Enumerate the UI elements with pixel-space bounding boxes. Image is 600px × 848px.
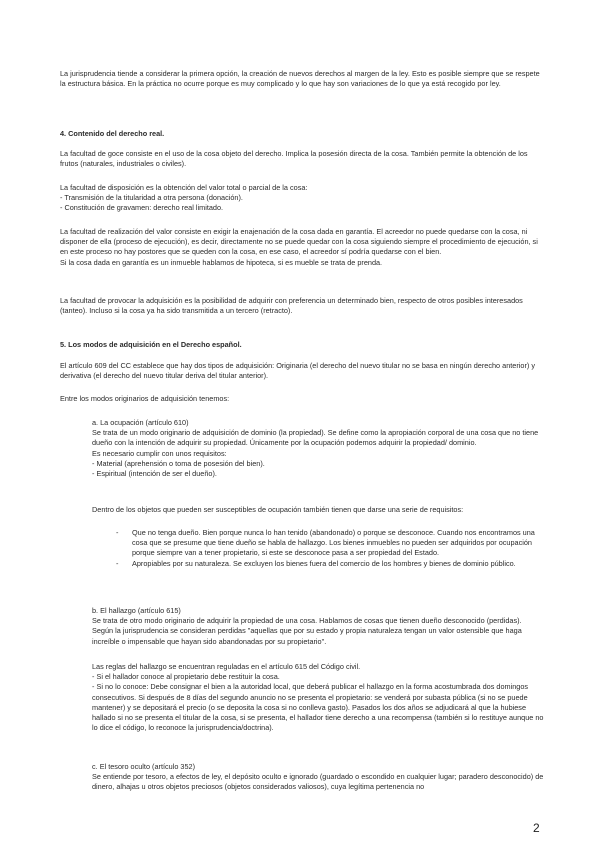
paragraph-modos-originarios: Entre los modos originarios de adquisición tenemos: <box>60 394 230 403</box>
paragraph-article-609: El artículo 609 del CC establece que hay dos tipos de adquisición: Originaria (el derecho del nuevo titular no se basa en ningún derecho anterior) y derivativa (el derecho del nuevo titular deriva del titular anterior). <box>60 361 535 381</box>
subsection-tesoro: c. El tesoro oculto (artículo 352) Se entiende por tesoro, a efectos de ley, el depósito oculto e ignorado (guardado o escondido en cualquier lugar; paradero desconocido) de dinero, alhajas u otros objetos preciosos (objetos considerados valiosos), cuya legítima pertenencia no <box>92 762 544 792</box>
section-heading-4: 4. Contenido del derecho real. <box>60 129 165 138</box>
subsection-title: c. El tesoro oculto (artículo 352) <box>92 762 196 771</box>
paragraph-disposicion: La facultad de disposición es la obtención del valor total o parcial de la cosa: - Transmisión de la titularidad a otra persona (donación). - Constitución de gravamen: derecho real limitado. <box>60 183 308 213</box>
paragraph-adquisicion: La facultad de provocar la adquisición es la posibilidad de adquirir con preferencia un determinado bien, respecto de otros posibles interesados (tanteo). Incluso si la cosa ya ha sido transmitida a un tercero (retracto). <box>60 296 523 316</box>
list-item: - Apropiables por su naturaleza. Se excluyen los bienes fuera del comercio de los hombres y bienes de dominio público. <box>116 558 516 568</box>
requirements-list <box>116 528 544 569</box>
page-number: 2 <box>533 821 540 835</box>
list-bullet: - <box>116 558 119 568</box>
subsection-title: b. El hallazgo (artículo 615) <box>92 606 181 615</box>
paragraph-jurisprudence: La jurisprudencia tiende a considerar la primera opción, la creación de nuevos derechos al margen de la ley. Esto es posible siempre que se respete la estructura básica. En la práctica no ocurre porque es muy complicado y lo que hay son variaciones de lo que ya está recogido por ley. <box>60 69 540 89</box>
paragraph-reglas-hallazgo: Las reglas del hallazgo se encuentran reguladas en el artículo 615 del Código civil. - Si el hallador conoce al propietario debe restituir la cosa. - Si no lo conoce: Debe consignar el bien a la autoridad local, que deberá publicar el hallazgo en la forma acostumbrada dos domingos consecutivos. Si después de 8 días del segundo anuncio no se presenta el propietario: se venderá por subasta pública (si no se puede mantener) y se depositará el precio (o se deposita la cosa si no conlleva gasto). Pasados los dos años se adjudicará al que la hubiese hallado si no se presenta el titular de la cosa, si se presenta, el hallador tiene derecho a una recompensa (también si lo restituye aunque no lo dice el código, lo reconoce la jurisprudencia/doctrina). <box>92 662 544 733</box>
list-bullet: - <box>116 528 119 537</box>
subsection-title: a. La ocupación (artículo 610) <box>92 418 189 427</box>
paragraph-goce: La facultad de goce consiste en el uso de la cosa objeto del derecho. Implica la posesión directa de la cosa. También permite la obtención de los frutos (naturales, industriales o civiles). <box>60 149 528 169</box>
paragraph-realizacion: La facultad de realización del valor consiste en exigir la enajenación de la cosa dada en garantía. El acreedor no puede quedarse con la cosa, ni disponer de ella (proceso de ejecución), es decir, directamente no se puede quedar con la cosa siguiendo siempre el procedimiento de ejecución, si en este proceso no hay postores que se queden con la cosa, en ese caso, el acreedor sí podría quedarse con el bien. Si la cosa dada en garantía es un inmueble hablamos de hipoteca, si es mueble se trata de prenda. <box>60 227 538 267</box>
subsection-hallazgo: b. El hallazgo (artículo 615) Se trata de otro modo originario de adquirir la propiedad de una cosa. Hablamos de cosas que tienen dueño desconocido (perdidas). Según la jurisprudencia se consideran perdidas "aquellas que por su estado y propia naturaleza tengan un valor ostensible que haga increíble o impensable que hayan sido abandonadas por su propietario". <box>92 606 544 647</box>
list-item: - Que no tenga dueño. Bien porque nunca lo han tenido (abandonado) o porque se desconoce. Cuando nos encontramos una cosa que se presume que tiene dueño se habla de hallazgo. Los bienes inmuebles no pueden ser adquiridos por ocupación porque siempre van a tener propietario, si este se desconoce pasa a ser propiedad del Estado. <box>116 528 535 558</box>
subsection-ocupacion: a. La ocupación (artículo 610) Se trata de un modo originario de adquisición de dominio (la propiedad). Se define como la apropiación corporal de una cosa que no tiene dueño con la intención de adquirir su propiedad. Únicamente por la ocupación podemos adquirir la propiedad/ dominio. Es necesario cumplir con unos requisitos: - Material (aprehensión o toma de posesión del bien). - Espiritual (intención de ser el dueño). <box>92 418 544 479</box>
section-heading-5: 5. Los modos de adquisición en el Derecho español. <box>60 340 242 349</box>
paragraph-objetos: Dentro de los objetos que pueden ser susceptibles de ocupación también tienen que darse una serie de requisitos: <box>92 505 464 514</box>
